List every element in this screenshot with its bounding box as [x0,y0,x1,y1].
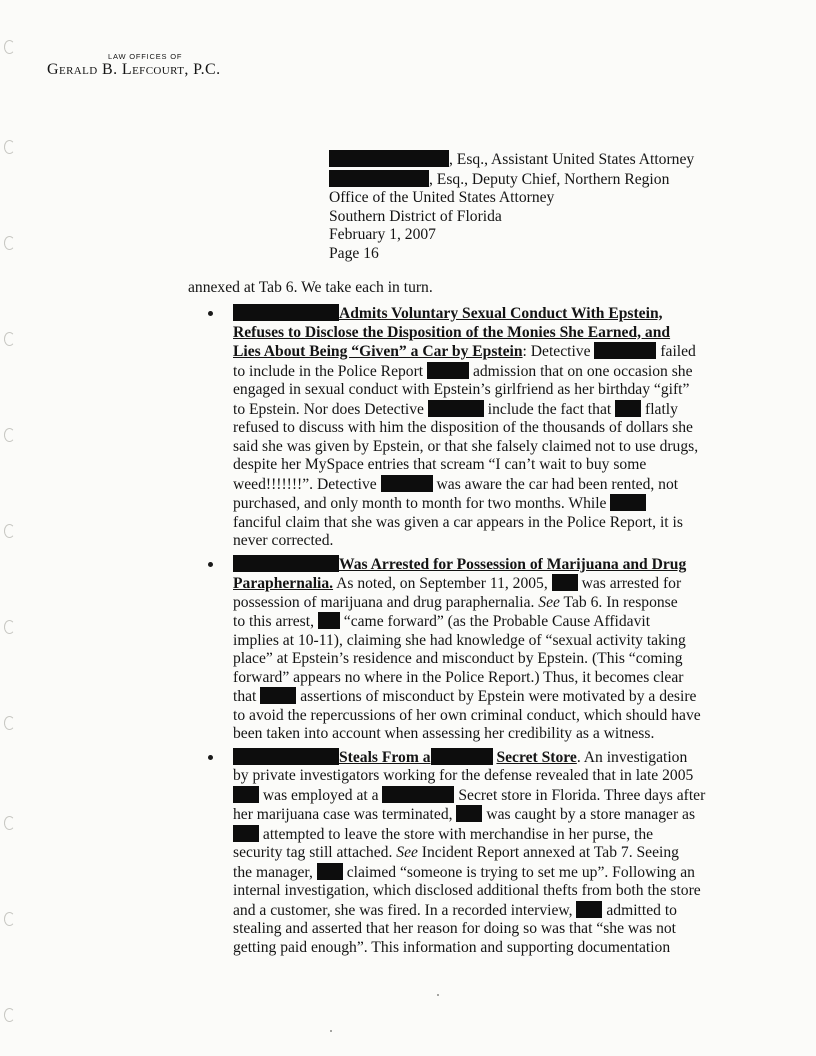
scan-speck [330,1030,332,1032]
allegation-list [233,304,719,961]
redaction-block [594,342,656,359]
body-line: and a customer, she was fired. In a recorded interview, admitted to [233,901,677,919]
redaction-block [329,170,429,187]
redaction-block [233,786,259,803]
binder-hole-mark [4,1008,15,1022]
body-line: attempted to leave the store with merchandise in her purse, the [233,825,719,845]
body-line: said she was given by Epstein, or that she falsely claimed not to use drugs, [233,437,699,455]
redaction-block [381,475,433,492]
body-line: to this arrest, “came forward” (as the Probable Cause Affidavit [233,613,651,630]
body-line: refused to discuss with him the disposition of the thousands of dollars she [233,419,693,436]
address-block [329,150,694,263]
list-item [233,748,719,958]
redaction-block [329,150,449,167]
bullet-icon [208,562,213,567]
body-line: stealing and asserted that her reason for doing so was that “she was not [233,920,676,937]
binder-hole-mark [4,620,15,634]
list-item [233,555,719,744]
letterhead-firm-name: Gerald B. Lefcourt, P.C. [47,61,221,78]
body-line: weed!!!!!!!”. Detective was aware the car had been rented, not [233,475,679,493]
body-line: by private investigators working for the defense revealed that in late 2005 [233,767,694,784]
binder-hole-mark [4,140,15,154]
bullet-icon [208,311,213,316]
redaction-block [610,494,646,511]
redaction-block [233,825,259,842]
binder-hole-mark [4,332,15,346]
address-line: Southern District of Florida [329,207,502,225]
redaction-block [576,901,602,918]
redaction-block [552,574,578,591]
body-line: to Epstein. Nor does Detective include the fact that flatly [233,400,678,418]
body-line: Paraphernalia. As noted, on September 11, 2005, was arrested for [233,575,682,592]
intro-paragraph: annexed at Tab 6. We take each in turn. [188,279,433,296]
redaction-block [233,555,339,572]
page-number: Page 16 [329,244,379,262]
letter-date: February 1, 2007 [329,226,436,243]
scan-speck [437,994,439,996]
redaction-block [382,786,454,803]
body-line: possession of marijuana and drug paraphernalia. See Tab 6. In response [233,593,678,611]
redaction-block [233,304,339,321]
binder-hole-mark [4,428,15,442]
body-line: purchased, and only month to month for two months. While [233,494,719,514]
body-line: to include in the Police Report admission that on one occasion she [233,362,693,380]
item-heading-line: Admits Voluntary Sexual Conduct With Epstein, [233,304,719,324]
letterhead-firm-label: LAW OFFICES OF [108,52,183,61]
redaction-block [317,863,343,880]
redaction-block [233,748,339,765]
address-line: Office of the United States Attorney [329,189,555,206]
body-line: her marijuana case was terminated, was caught by a store manager as [233,806,696,823]
redaction-block [615,400,641,417]
item-heading-line: Steals From a Secret Store. An investigation [233,748,719,768]
body-line: fanciful claim that she was given a car appears in the Police Report, it is [233,513,683,531]
body-line: place” at Epstein’s residence and misconduct by Epstein. (This “coming [233,650,683,667]
body-line: never corrected. [233,532,334,549]
binder-hole-mark [4,236,15,250]
binder-hole-mark [4,912,15,926]
binder-hole-mark [4,524,15,538]
redaction-block [428,400,484,417]
address-line: , Esq., Assistant United States Attorney [329,150,694,170]
body-line: to avoid the repercussions of her own criminal conduct, which should have [233,706,701,724]
list-item [233,304,719,551]
redaction-block [456,805,482,822]
body-line: engaged in sexual conduct with Epstein’s girlfriend as her birthday “gift” [233,381,690,398]
binder-hole-mark [4,716,15,730]
body-line: the manager, claimed “someone is trying to set me up”. Following an [233,863,695,881]
item-heading-line: Refuses to Disclose the Disposition of the Monies She Earned, and [233,323,671,341]
binder-hole-mark [4,40,15,54]
body-line: was employed at a Secret store in Florida. Three days after [233,786,719,806]
body-line: Lies About Being “Given” a Car by Epstein: Detective failed [233,343,696,360]
address-line: , Esq., Deputy Chief, Northern Region [329,170,694,190]
body-line: getting paid enough”. This information and supporting documentation [233,938,671,956]
body-line: been taken into account when assessing her credibility as a witness. [233,725,655,742]
item-heading-line: Was Arrested for Possession of Marijuana and Drug [233,555,719,575]
redaction-block [427,362,469,379]
redaction-block [431,748,493,765]
body-line: implies at 10-11), claiming she had knowledge of “sexual activity taking [233,631,686,649]
binder-hole-mark [4,816,15,830]
redaction-block [318,612,340,629]
body-line: that assertions of misconduct by Epstein were motivated by a desire [233,688,697,705]
body-line: despite her MySpace entries that scream “I can’t wait to buy some [233,456,647,473]
body-line: forward” appears no where in the Police Report.) Thus, it becomes clear [233,668,684,686]
redaction-block [260,687,296,704]
body-line: security tag still attached. See Incident Report annexed at Tab 7. Seeing [233,844,679,861]
bullet-icon [208,755,213,760]
body-line: internal investigation, which disclosed additional thefts from both the store [233,882,701,899]
